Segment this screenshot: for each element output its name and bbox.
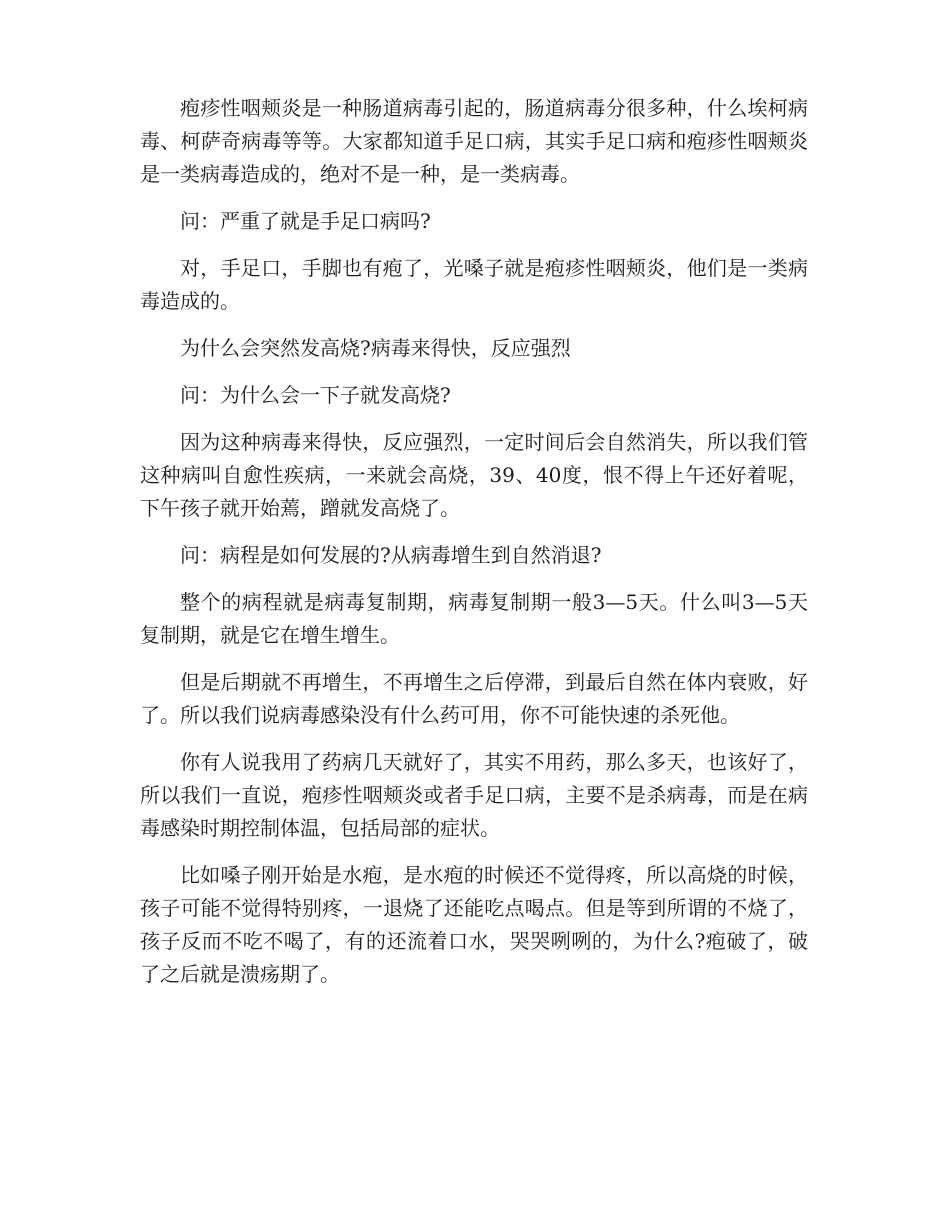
paragraph-virus-intro: 疱疹性咽颊炎是一种肠道病毒引起的，肠道病毒分很多种，什么埃柯病毒、柯萨奇病毒等等。大家都知道手足口病，其实手足口病和疱疹性咽颊炎是一类病毒造成的，绝对不是一种，是一类病毒。 — [140, 96, 808, 186]
question-severity: 问：严重了就是手足口病吗? — [180, 209, 431, 233]
paragraph-replication-period: 整个的病程就是病毒复制期，病毒复制期一般3—5天。什么叫3—5天复制期，就是它在增生增生。 — [140, 590, 808, 647]
paragraph-ulcer-stage: 比如嗓子刚开始是水疱，是水疱的时候还不觉得疼，所以高烧的时候，孩子可能不觉得特别疼，一退烧了还能吃点喝点。但是等到所谓的不烧了，孩子反而不吃不喝了，有的还流着口水，哭哭咧咧的，为什么?疱破了，破了之后就是溃疡期了。 — [140, 863, 808, 986]
question-high-fever: 问：为什么会一下子就发高烧? — [180, 383, 451, 407]
question-disease-course: 问：病程是如何发展的?从病毒增生到自然消退? — [180, 543, 602, 567]
paragraph-hand-foot-mouth: 对，手足口，手脚也有疱了，光嗓子就是疱疹性咽颊炎，他们是一类病毒造成的。 — [140, 256, 808, 313]
paragraph-later-stage: 但是后期就不再增生，不再增生之后停滞，到最后自然在体内衰败，好了。所以我们说病毒感染没有什么药可用，你不可能快速的杀死他。 — [140, 670, 808, 727]
section-heading-high-fever: 为什么会突然发高烧?病毒来得快，反应强烈 — [180, 336, 571, 360]
paragraph-treatment: 你有人说我用了药病几天就好了，其实不用药，那么多天，也该好了，所以我们一直说，疱疹性咽颊炎或者手足口病，主要不是杀病毒，而是在病毒感染时期控制体温，包括局部的症状。 — [140, 750, 808, 840]
document-body — [140, 92, 808, 1005]
paragraph-self-limiting: 因为这种病毒来得快，反应强烈，一定时间后会自然消失，所以我们管这种病叫自愈性疾病，一来就会高烧，39、40度，恨不得上午还好着呢，下午孩子就开始蔫，蹭就发高烧了。 — [140, 430, 808, 520]
